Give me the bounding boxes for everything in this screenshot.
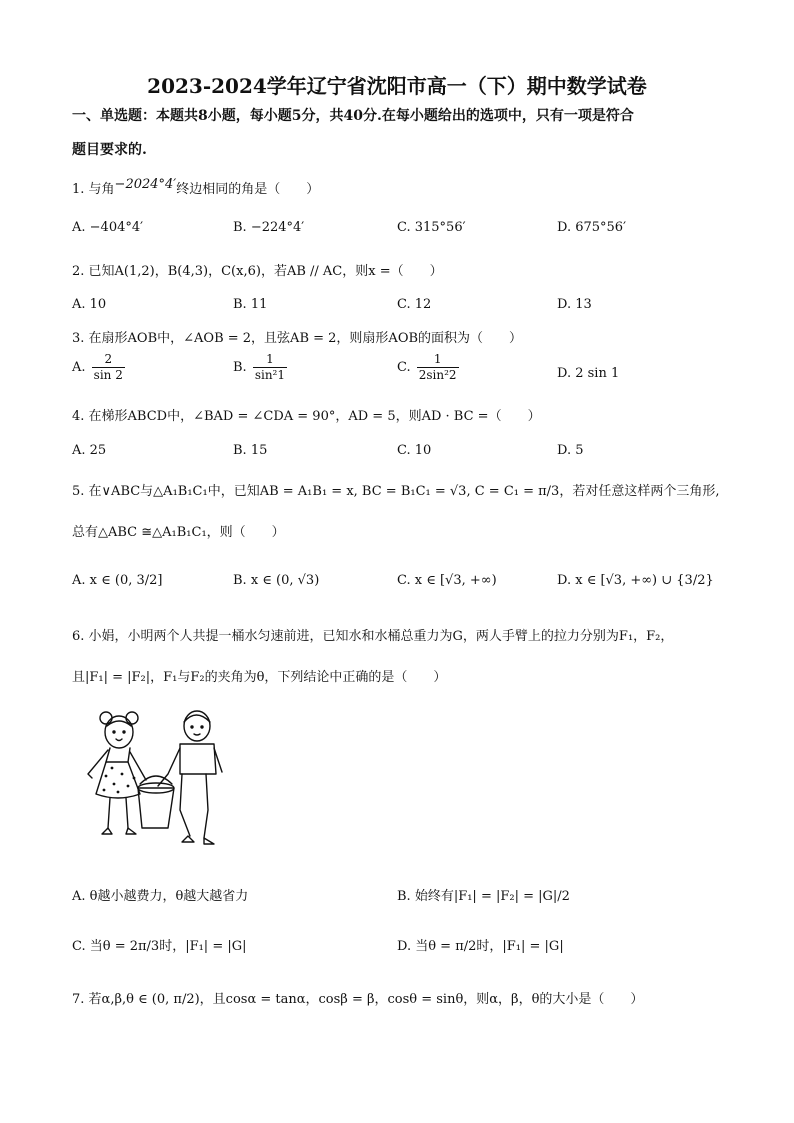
q3-b-num: 1 <box>253 352 287 368</box>
q6-option-d: D. 当θ = π/2时，|F₁| = |G| <box>397 939 564 954</box>
q1-option-b: B. −224°4′ <box>233 220 305 235</box>
q1-stem-post: 终边相同的角是（ ） <box>176 182 320 197</box>
q2-option-a: A. 10 <box>72 297 107 312</box>
q3-option-d: D. 2 sin 1 <box>557 366 620 381</box>
question-6-line-2: 且|F₁| = |F₂|，F₁与F₂的夹角为θ，下列结论中正确的是（ ） <box>72 670 447 685</box>
q5-option-b: B. x ∈ (0, √3) <box>233 573 320 588</box>
q1-angle: −2024°4′ <box>114 177 177 192</box>
q3-option-a <box>72 352 127 383</box>
section-heading-1: 一、单选题：本题共8小题，每小题5分，共40分.在每小题给出的选项中，只有一项是符合 <box>72 108 634 124</box>
q5-option-d: D. x ∈ [√3, +∞) ∪ {3/2} <box>557 573 714 588</box>
q5-option-c: C. x ∈ [√3, +∞) <box>397 573 497 588</box>
q6-option-a: A. θ越小越费力，θ越大越省力 <box>72 889 249 904</box>
q3-option-c <box>397 352 461 383</box>
q3-option-c-fraction <box>417 352 459 383</box>
question-1 <box>72 178 319 197</box>
q4-option-b: B. 15 <box>233 443 268 458</box>
q3-option-a-label: A. <box>72 360 86 375</box>
q3-c-num: 1 <box>417 352 459 368</box>
q6-option-c: C. 当θ = 2π/3时，|F₁| = |G| <box>72 939 247 954</box>
q3-option-a-fraction <box>92 352 125 383</box>
q3-option-b <box>233 352 289 383</box>
q3-c-den: 2sin²2 <box>418 368 457 382</box>
q5-option-a: A. x ∈ (0, 3/2] <box>72 573 163 588</box>
q1-option-d: D. 675°56′ <box>557 220 627 235</box>
question-5-line-1: 5. 在∨ABC与△A₁B₁C₁中，已知AB = A₁B₁ = x, BC = B₁C₁ = √3, C = C₁ = π/3，若对任意这样两个三角形, <box>72 484 720 499</box>
q4-option-d: D. 5 <box>557 443 584 458</box>
q1-option-c: C. 315°56′ <box>397 220 466 235</box>
q2-option-d: D. 13 <box>557 297 592 312</box>
question-3: 3. 在扇形AOB中，∠AOB = 2，且弦AB = 2，则扇形AOB的面积为（ ） <box>72 331 523 346</box>
q3-a-den: sin 2 <box>93 368 123 382</box>
question-5-line-2: 总有△ABC ≅△A₁B₁C₁，则（ ） <box>72 525 285 540</box>
q1-option-a: A. −404°4′ <box>72 220 144 235</box>
q3-b-den: sin²1 <box>254 368 285 382</box>
section-heading-2: 题目要求的. <box>72 142 147 158</box>
question-6-line-1: 6. 小娟，小明两个人共提一桶水匀速前进，已知水和水桶总重力为G，两人手臂上的拉力分别为F₁，F₂， <box>72 629 674 644</box>
q3-option-b-label: B. <box>233 360 247 375</box>
q1-stem-pre: 1. 与角 <box>72 182 115 197</box>
q6-option-b: B. 始终有|F₁| = |F₂| = |G|/2 <box>397 889 570 904</box>
question-2: 2. 已知A(1,2)，B(4,3)，C(x,6)，若AB // AC，则x =（ ） <box>72 264 443 279</box>
q2-option-b: B. 11 <box>233 297 268 312</box>
q4-option-a: A. 25 <box>72 443 107 458</box>
q3-option-b-fraction <box>253 352 287 383</box>
q3-option-c-label: C. <box>397 360 411 375</box>
question-4: 4. 在梯形ABCD中，∠BAD = ∠CDA = 90°，AD = 5，则AD · BC =（ ） <box>72 409 541 424</box>
q3-a-num: 2 <box>92 352 125 368</box>
q4-option-c: C. 10 <box>397 443 432 458</box>
children-carrying-bucket-illustration <box>76 704 236 854</box>
page-title: 2023-2024学年辽宁省沈阳市高一（下）期中数学试卷 <box>147 74 647 98</box>
question-7: 7. 若α,β,θ ∈ (0, π/2)，且cosα = tanα，cosβ = β，cosθ = sinθ，则α，β，θ的大小是（ ） <box>72 992 644 1007</box>
q2-option-c: C. 12 <box>397 297 432 312</box>
